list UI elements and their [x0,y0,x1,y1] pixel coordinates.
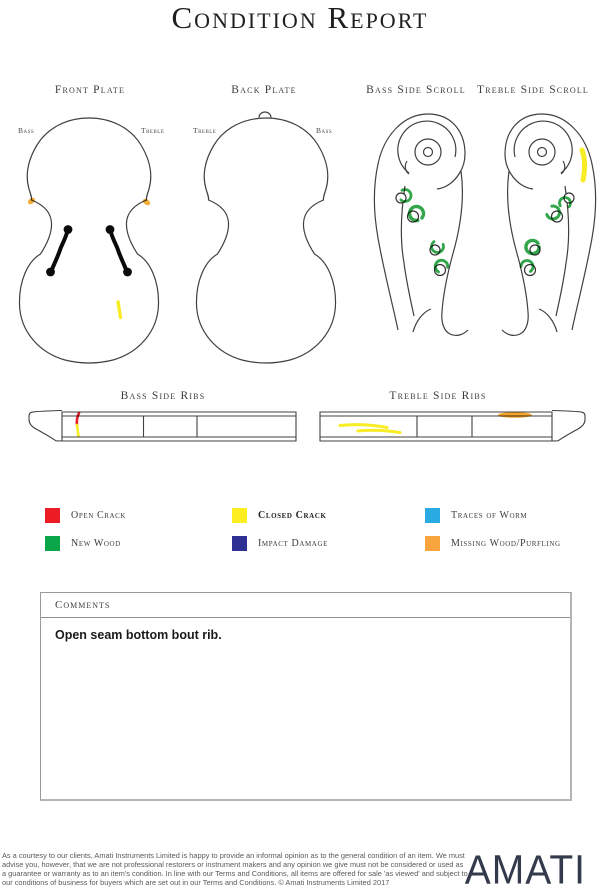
comments-box [40,592,572,801]
legend-label: New Wood [71,537,121,549]
legend-label: Missing Wood/Purfling [451,537,561,549]
scroll-eye [538,148,547,157]
bass-ribs-heading: Bass Side Ribs [120,390,206,402]
pegbox-right-edge [502,171,528,335]
mark-closed-crack [118,302,121,318]
scroll-inner-turn [415,139,441,165]
mark-closed-crack [77,425,79,436]
legend-item-open-crack [45,507,232,523]
mark-missing-wood-purfling [498,412,532,418]
page-title: Condition Report [171,0,429,35]
disclaimer-line: our conditions of business for buyers which are set out in our Terms and Conditions. © Amati Instruments Limited 2017 [2,877,390,887]
scroll-eye [424,148,433,157]
legend-label: Closed Crack [258,509,327,521]
legend-label: Open Crack [71,509,127,521]
bass-scroll-heading: Bass Side Scroll [366,84,466,96]
back-plate-heading: Back Plate [231,84,297,96]
missing-wood-purfling-swatch [425,536,440,551]
front-plate-outline [19,118,158,363]
pegbox-right-edge [442,171,468,335]
legend-item-new-wood [45,535,232,551]
new-wood-swatch [45,536,60,551]
front-plate-diagram [10,112,170,363]
pegbox-heel [413,309,431,332]
bass-scroll-diagram [370,100,485,335]
legend-label: Traces of Worm [451,509,528,521]
mark-closed-crack [582,150,585,180]
scroll-outline [374,114,465,330]
treble-ribs-heading: Treble Side Ribs [389,390,487,402]
treble-scroll-diagram [485,100,600,335]
treble-scroll-heading: Treble Side Scroll [476,84,590,96]
neck-root-outline [29,411,62,442]
mark-closed-crack [340,425,387,428]
treble-ribs-diagram [300,385,600,447]
open-crack-swatch [45,508,60,523]
disclaimer-line: a guarantee or warranty as to an item's condition. In line with our Terms and Conditions, all items are offered for sale 'as viewed' and subject to [2,868,468,878]
pegbox-inner-line [556,186,569,316]
neck-root-outline [552,411,585,442]
pegbox-heel [539,309,557,332]
comments-header: Comments [41,593,570,618]
front-plate-treble-label: Treble [141,126,165,135]
legend-item-traces-of-worm [425,507,575,523]
legend-item-closed-crack [232,507,425,523]
front-plate-bass-label: Bass [18,126,35,135]
back-plate-treble-label: Treble [193,126,217,135]
comments-text: Open seam bottom bout rib. [55,628,222,642]
legend [45,507,575,551]
front-plate-heading: Front Plate [54,84,126,96]
amati-logo: AMATI [464,848,586,890]
disclaimer-line: advise you, however, that we are not professional restorers or instrument makers and any opinion we give must not be considered or used as [2,859,464,869]
scroll-inner-turn [529,139,555,165]
f-holes [46,225,132,276]
legend-item-missing-wood-purfling [425,535,575,551]
legend-item-impact-damage [232,535,425,551]
disclaimer [2,852,480,888]
mark-closed-crack [358,430,400,432]
bass-ribs-diagram [0,385,300,447]
disclaimer-line: As a courtesy to our clients, Amati Instruments Limited is happy to provide an informal opinion as to the general condition of an item. We must [2,851,465,860]
impact-damage-swatch [232,536,247,551]
back-plate-button [259,112,271,118]
back-plate-bass-label: Bass [316,126,333,135]
scroll-outline [505,114,596,330]
pegbox-inner-line [401,186,414,316]
mark-open-crack [77,413,79,425]
closed-crack-swatch [232,508,247,523]
legend-label: Impact Damage [258,537,328,549]
back-plate-diagram [187,112,347,363]
traces-of-worm-swatch [425,508,440,523]
back-plate-outline [196,118,335,363]
